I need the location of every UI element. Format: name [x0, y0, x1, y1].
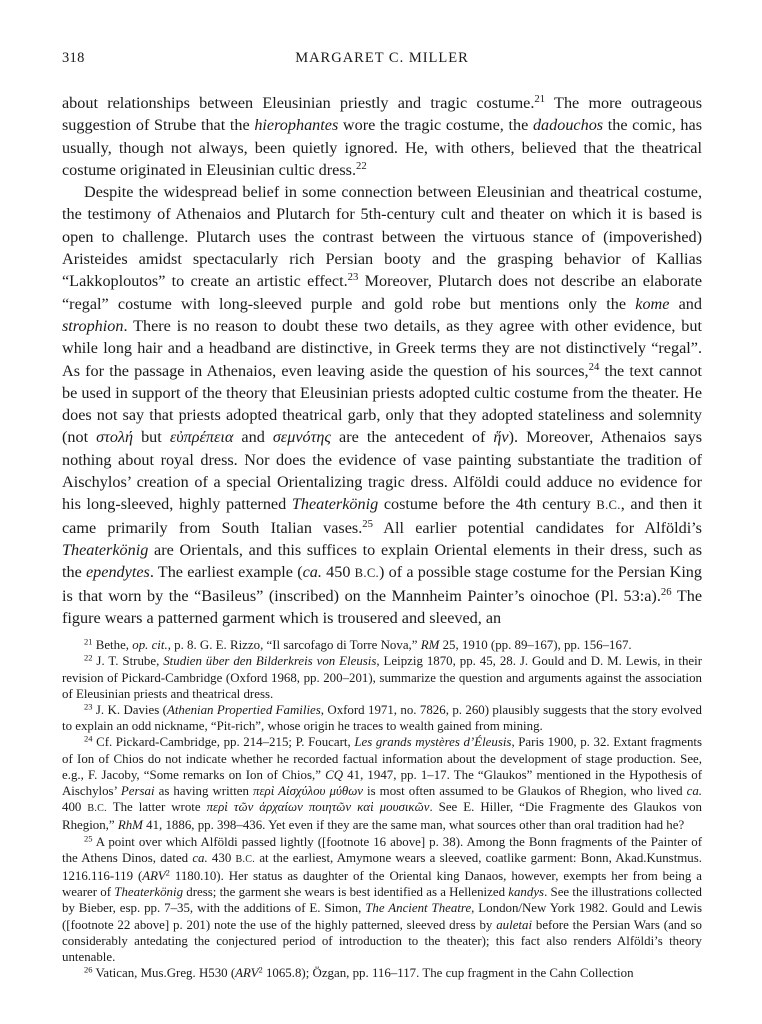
inline-text: Theaterkönig	[114, 885, 184, 900]
inline-text: Persai	[120, 783, 155, 798]
page-number: 318	[62, 50, 85, 66]
footnotes	[62, 637, 702, 981]
note-reference: 26	[84, 964, 93, 975]
inline-text: B.C.	[354, 566, 380, 581]
footnote: $^{23}$ J. K. Davies (Athenian Propertied Families, Oxford 1971, no. 7826, p. 260) plausibly suggests that the story evolved to explain an odd nickname, “Pit-rich”, whose origin he traces to wealth gained from mining.	[62, 701, 702, 734]
note-reference: 21	[534, 93, 546, 106]
inline-text: ependytes	[86, 563, 150, 582]
footnote: $^{21}$ Bethe, op. cit., p. 8. G. E. Rizzo, “Il sarcofago di Torre Nova,” RM 25, 1910 (pp. 89–167), pp. 156–167.	[84, 636, 632, 653]
note-reference: 25	[84, 832, 93, 843]
inline-text: hierophantes	[254, 116, 339, 135]
inline-text: B.C.	[235, 853, 256, 865]
inline-text: ARV	[235, 966, 259, 981]
inline-text: Theaterkönig	[62, 540, 149, 559]
body-paragraph: Despite the widespread belief in some connection between Eleusinian and theatrical costume, the testimony of Athenaios and Plutarch for 5th-century cult and theater on which it is based is open to challenge. Plutarch uses the contrast between the virtuous stance of (impoverished) Aristeides amidst spectacularly rich Persian booty and the grasping behavior of Kallias “Lakkoploutos” to create an artistic effect.$^{23}$ Moreover, Plutarch does not describe an elaborate “regal” costume with long-sleeved purple and gold robe but mentions only the kome and strophion. There is no reason to doubt these two details, as they agree with other evidence, but while long hair and a headband are distinctive, in Greek terms they are not distinctively “regal”. As for the passage in Athenaios, even leaving aside the question of his sources,$^{24}$ the text cannot be used in support of the theory that Eleusinian priests adopted cultic costume from the theater. He does not say that priests adopted theatrical garb, only that they adopted stateliness and solemnity (not στολή but εὐπρέπεια and σεμνότης are the antecedent of ἥν). Moreover, Athenaios says nothing about royal dress. Nor does the evidence of vase painting substantiate the tradition of Aischylos’ creation of a special Orientalizing tragic dress. Alföldi could adduce no evidence for his long-sleeved, highly patterned Theaterkönig costume before the 4th century B.C., and then it came primarily from South Italian vases.$^{25}$ All earlier potential candidates for Alföldi’s Theaterkönig are Orientals, and this suffices to explain Oriental elements in their dress, such as the ependytes. The earliest example (ca. 450 B.C.) of a possible stage costume for the Persian King is that worn by the “Basileus” (inscribed) on the Mannheim Painter’s oinochoe (Pl. 53:a).$^{26}$ The figure wears a patterned garment which is trousered and sleeved, an	[62, 183, 703, 627]
inline-text: ARV	[142, 868, 166, 883]
inline-text: op. cit.	[132, 638, 168, 653]
inline-text: kandys	[508, 885, 545, 900]
note-reference: 23	[84, 701, 93, 712]
note-reference: 26	[660, 585, 672, 598]
note-reference: 21	[84, 636, 93, 647]
note-reference: 2	[258, 964, 263, 975]
inline-text: περὶ τῶν ἀρχαίων ποιητῶν καὶ μουσικῶν	[206, 800, 430, 815]
page	[62, 50, 702, 981]
inline-text: strophion	[62, 316, 124, 335]
inline-text: εὐπρέπεια	[169, 428, 234, 447]
body-text	[62, 92, 702, 629]
inline-text: Theaterkönig	[291, 495, 379, 514]
note-reference: 25	[362, 517, 373, 530]
note-reference: 24	[588, 360, 600, 373]
body-paragraph: about relationships between Eleusinian priestly and tragic costume.$^{21}$ The more outrageous suggestion of Strube that the hierophantes wore the tragic costume, the dadouchos the comic, has usually, though not always, been quietly ignored. He, with others, believed that the theatrical costume originated in Eleusinian cultic dress.$^{22}$	[62, 93, 703, 179]
note-reference: 24	[84, 733, 93, 744]
running-head: MARGARET C. MILLER	[295, 50, 469, 66]
inline-text: B.C.	[596, 498, 621, 513]
inline-text: περὶ Αἰσχύλου μύθων	[253, 783, 364, 798]
inline-text: kome	[635, 294, 670, 313]
inline-text: RM	[420, 638, 440, 653]
inline-text: dadouchos	[532, 116, 604, 135]
note-reference: 22	[356, 160, 367, 173]
note-reference: 2	[165, 867, 170, 878]
inline-text: Les grands mystères d’Éleusis	[354, 735, 512, 750]
footnote: $^{24}$ Cf. Pickard-Cambridge, pp. 214–215; P. Foucart, Les grands mystères d’Éleusis, Paris 1900, p. 32. Extant fragments of Ion of Chios do not indicate whether he recorded factual information about the development of stage production. See, e.g., F. Jacoby, “Some remarks on Ion of Chios,” CQ 41, 1947, pp. 1–17. The “Glaukos” mentioned in the Hypothesis of Aischylos’ Persai as having written περὶ Αἰσχύλου μύθων is most often assumed to be Glaukos of Rhegion, who lived ca. 400 B.C. The latter wrote περὶ τῶν ἀρχαίων ποιητῶν καὶ μουσικῶν. See E. Hiller, “Die Fragmente des Glaukos von Rhegion,” RhM 41, 1886, pp. 398–436. Yet even if they are the same man, what sources other than oral tradition had he?	[62, 733, 703, 833]
inline-text: CQ	[325, 767, 344, 782]
inline-text: Studien über den Bilderkreis von Eleusis	[163, 654, 377, 669]
footnote: $^{22}$ J. T. Strube, Studien über den Bilderkreis von Eleusis, Leipzig 1870, pp. 45, 28. J. Gould and D. M. Lewis, in their revision of Pickard-Cambridge (Oxford 1968, pp. 200–201), summarize the question and arguments against the association of Eleusinian priests and theatrical dress.	[62, 652, 702, 701]
inline-text: auletai	[496, 917, 533, 932]
inline-text: ca.	[302, 563, 322, 582]
inline-text: σεμνότης	[272, 428, 331, 447]
inline-text: B.C.	[87, 803, 107, 815]
footnote: $^{26}$ Vatican, Mus.Greg. H530 (ARV$^2$ 1065.8); Özgan, pp. 116–117. The cup fragment in the Cahn Collection	[84, 964, 634, 981]
inline-text: στολή	[96, 428, 134, 447]
footnote: $^{25}$ A point over which Alföldi passed lightly ([footnote 16 above] p. 38). Among the Bonn fragments of the Painter of the Athens Dinos, dated ca. 430 B.C. at the earliest, Amymone wears a sleeved, coatlike garment: Bonn, Akad.Kunstmus. 1216.116-119 (ARV$^2$ 1180.10). Her status as daughter of the Oriental king Danaos, however, exempts her from being a wearer of Theaterkönig dress; the garment she wears is best identified as a Hellenized kandys. See the illustrations collected by Bieber, esp. pp. 7–35, with the additions of E. Simon, The Ancient Theatre, London/New York 1982. Gould and Lewis ([footnote 22 above] p. 201) note the use of the highly patterned, sleeved dress by auletai before the Persian Wars (and so considerably antedating the conjectured period of introduction to the theater); this fact also renders Alföldi’s theory untenable.	[62, 832, 702, 964]
inline-text: ca.	[192, 850, 208, 865]
inline-text: Athenian Propertied Families	[166, 702, 321, 717]
inline-text: RhM	[117, 818, 143, 833]
page-header	[62, 50, 702, 74]
note-reference: 22	[84, 652, 93, 663]
inline-text: The Ancient Theatre	[365, 901, 472, 916]
note-reference: 23	[347, 271, 359, 284]
inline-text: ca.	[686, 783, 703, 798]
inline-text: ἥν	[493, 428, 509, 447]
